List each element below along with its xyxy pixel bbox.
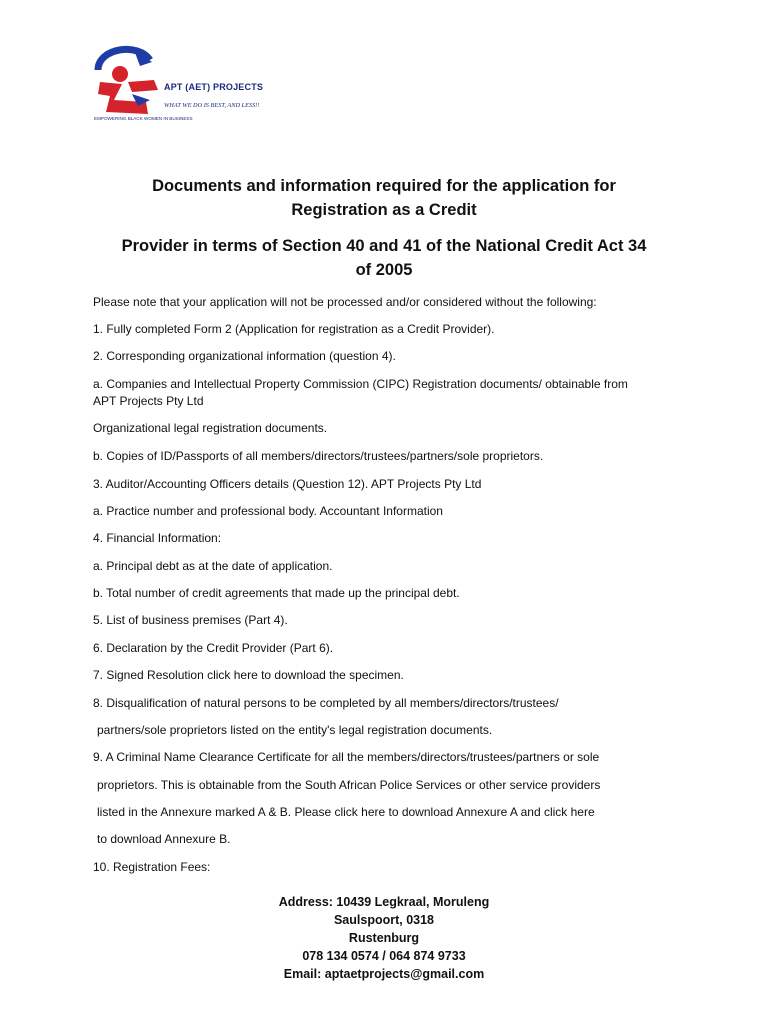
list-item-6: 6. Declaration by the Credit Provider (Part 6). bbox=[93, 641, 334, 655]
list-item-3a: a. Practice number and professional body. Accountant Information bbox=[93, 504, 443, 518]
logo-tagline: WHAT WE DO IS BEST, AND LESS!! bbox=[164, 102, 260, 109]
list-item-3: 3. Auditor/Accounting Officers details (Question 12). APT Projects Pty Ltd bbox=[93, 477, 482, 491]
list-item-9-cont-3: to download Annexure B. bbox=[97, 832, 231, 846]
list-item-10: 10. Registration Fees: bbox=[93, 860, 211, 874]
document-title bbox=[0, 174, 768, 222]
document-subtitle bbox=[0, 234, 768, 282]
list-item-2a-cont: APT Projects Pty Ltd bbox=[93, 394, 204, 408]
footer-phone: 078 134 0574 / 064 874 9733 bbox=[302, 949, 466, 963]
footer-address-3: Rustenburg bbox=[348, 931, 420, 945]
intro-text: Please note that your application will not be processed and/or considered without the following: bbox=[93, 295, 597, 309]
footer-contact bbox=[0, 893, 768, 983]
list-item-4b: b. Total number of credit agreements that made up the principal debt. bbox=[93, 586, 460, 600]
list-item-2a: a. Companies and Intellectual Property Commission (CIPC) Registration documents/ obtainable from bbox=[93, 377, 628, 391]
list-item-4: 4. Financial Information: bbox=[93, 531, 222, 545]
logo-company-name: APT (AET) PROJECTS bbox=[164, 82, 264, 92]
title-line-2: Registration as a Credit bbox=[291, 201, 477, 219]
list-item-9-cont-1: proprietors. This is obtainable from the South African Police Services or other service providers bbox=[97, 778, 601, 792]
list-item-9-cont-2: listed in the Annexure marked A & B. Please click here to download Annexure A and click here bbox=[97, 805, 595, 819]
list-item-org-docs: Organizational legal registration documents. bbox=[93, 421, 328, 435]
list-item-8: 8. Disqualification of natural persons to be completed by all members/directors/trustees/ bbox=[93, 696, 559, 710]
title-line-3: Provider in terms of Section 40 and 41 of the National Credit Act 34 bbox=[121, 237, 647, 255]
list-item-2: 2. Corresponding organizational information (question 4). bbox=[93, 349, 396, 363]
footer-address-1: Address: 10439 Legkraal, Moruleng bbox=[278, 895, 490, 909]
list-item-1: 1. Fully completed Form 2 (Application for registration as a Credit Provider). bbox=[93, 322, 495, 336]
footer-address-2: Saulspoort, 0318 bbox=[333, 913, 435, 927]
logo-subtitle: EMPOWERING BLACK WOMEN IN BUSINESS bbox=[94, 116, 193, 121]
title-line-1: Documents and information required for the application for bbox=[152, 177, 616, 195]
company-logo bbox=[92, 42, 270, 128]
footer-email: Email: aptaetprojects@gmail.com bbox=[283, 967, 485, 981]
list-item-4a: a. Principal debt as at the date of application. bbox=[93, 559, 333, 573]
list-item-5: 5. List of business premises (Part 4). bbox=[93, 613, 288, 627]
list-item-2b: b. Copies of ID/Passports of all members/directors/trustees/partners/sole proprietors. bbox=[93, 449, 544, 463]
list-item-8-cont: partners/sole proprietors listed on the entity's legal registration documents. bbox=[97, 723, 493, 737]
list-item-9: 9. A Criminal Name Clearance Certificate for all the members/directors/trustees/partners or sole bbox=[93, 750, 600, 764]
title-line-4: of 2005 bbox=[355, 261, 413, 279]
list-item-7: 7. Signed Resolution click here to download the specimen. bbox=[93, 668, 404, 682]
